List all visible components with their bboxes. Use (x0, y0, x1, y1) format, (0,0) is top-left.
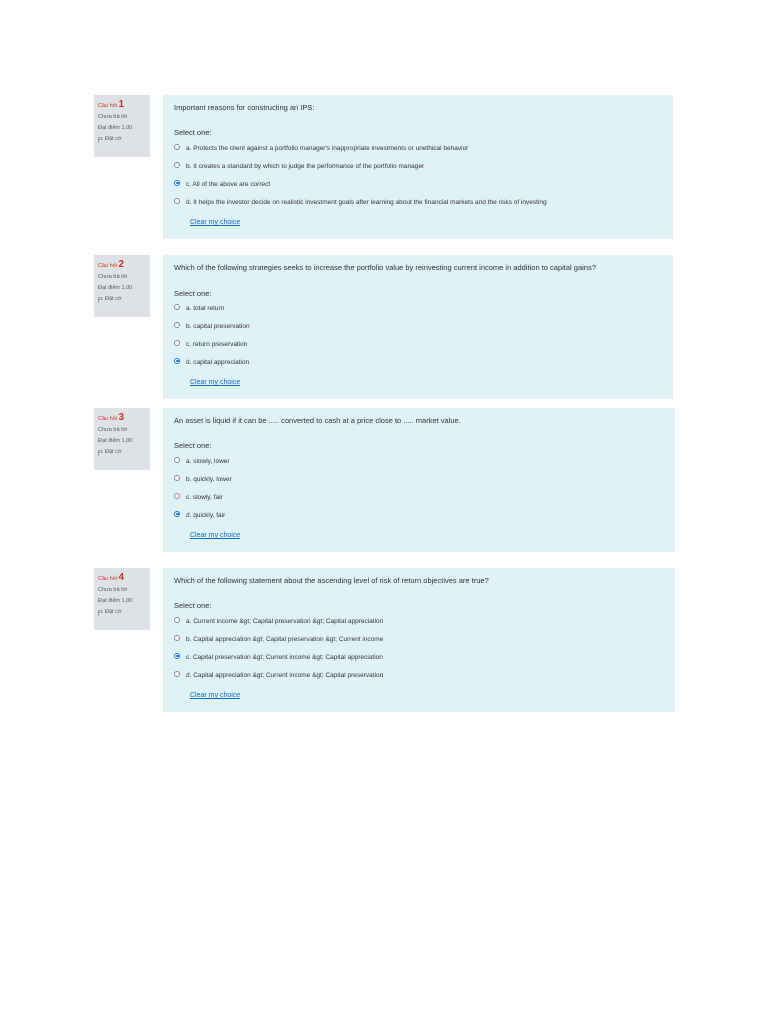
question-info (94, 95, 150, 157)
option-a[interactable] (174, 305, 224, 312)
question-number-prefix: Câu hỏi (98, 416, 117, 422)
option-label: a. Current income &gt; Capital preservation &gt; Capital appreciation (186, 618, 384, 625)
option-b[interactable] (174, 476, 232, 483)
flag-icon (98, 137, 103, 143)
question-number (98, 99, 150, 112)
option-label: a. total return (186, 305, 225, 312)
option-c[interactable] (174, 494, 223, 501)
flag-question-button[interactable] (98, 447, 150, 458)
question-text: Which of the following statement about the ascending level of risk of return objectives are true? (174, 576, 489, 585)
radio-d[interactable] (174, 198, 180, 204)
question-state: Chưa trả lời (98, 587, 128, 593)
option-d[interactable] (174, 359, 249, 366)
radio-d[interactable] (174, 511, 180, 517)
flag-icon (98, 297, 103, 303)
question-number (98, 412, 150, 425)
question-content (163, 408, 675, 552)
question-text: Important reasons for constructing an IPS: (174, 103, 315, 112)
question-grade: Đạt điểm 1,00 (98, 438, 133, 444)
option-b[interactable] (174, 636, 383, 643)
radio-d[interactable] (174, 671, 180, 677)
clear-my-choice-link[interactable]: Clear my choice (190, 219, 241, 226)
question-info (94, 568, 150, 630)
option-d[interactable] (174, 199, 547, 206)
radio-c[interactable] (174, 493, 180, 499)
radio-c[interactable] (174, 340, 180, 346)
select-one-prompt: Select one: (174, 289, 212, 298)
question-number-prefix: Câu hỏi (98, 103, 117, 109)
option-b[interactable] (174, 323, 250, 330)
radio-b[interactable] (174, 162, 180, 168)
flag-question-button[interactable] (98, 134, 150, 145)
question-info (94, 255, 150, 317)
flag-icon (98, 610, 103, 616)
option-label: b. quickly, lower (186, 476, 232, 483)
option-label: b. Capital appreciation &gt; Capital preservation &gt; Current income (186, 636, 384, 643)
option-label: d. Capital appreciation &gt; Current income &gt; Capital preservation (186, 672, 384, 679)
flag-label: Đặt cờ (105, 609, 122, 615)
radio-d[interactable] (174, 358, 180, 364)
question-content (163, 568, 675, 712)
question-number-value: 3 (118, 412, 125, 423)
radio-c[interactable] (174, 180, 180, 186)
radio-a[interactable] (174, 304, 180, 310)
option-b[interactable] (174, 163, 424, 170)
radio-b[interactable] (174, 635, 180, 641)
question-number-value: 2 (118, 259, 125, 270)
flag-question-button[interactable] (98, 607, 150, 618)
question-grade: Đạt điểm 1,00 (98, 598, 133, 604)
question-text: Which of the following strategies seeks to increase the portfolio value by reinvesting current income in addition to capital gains? (174, 263, 596, 272)
option-label: b. It creates a standard by which to judge the performance of the portfolio manager (186, 163, 425, 170)
question-text: An asset is liquid if it can be ..... converted to cash at a price close to ..... market value. (174, 416, 461, 425)
flag-label: Đặt cờ (105, 449, 122, 455)
radio-a[interactable] (174, 144, 180, 150)
option-label: c. slowly, fair (186, 494, 223, 501)
select-one-prompt: Select one: (174, 441, 212, 450)
question-grade: Đạt điểm 1,00 (98, 285, 133, 291)
option-label: c. All of the above are correct (186, 181, 271, 188)
clear-my-choice-link[interactable]: Clear my choice (190, 532, 241, 539)
option-c[interactable] (174, 341, 247, 348)
option-c[interactable] (174, 181, 270, 188)
option-a[interactable] (174, 145, 468, 152)
option-label: c. return preservation (186, 341, 248, 348)
question-number (98, 259, 150, 272)
option-label: a. slowly, lower (186, 458, 230, 465)
question-content (163, 95, 673, 239)
radio-c[interactable] (174, 653, 180, 659)
question-number-prefix: Câu hỏi (98, 576, 117, 582)
question-grade: Đạt điểm 1,00 (98, 125, 133, 131)
radio-a[interactable] (174, 457, 180, 463)
option-c[interactable] (174, 654, 383, 661)
option-label: d. It helps the investor decide on realistic investment goals after learning about the financial markets and the risks of investing (186, 199, 547, 206)
option-label: c. Capital preservation &gt; Current income &gt; Capital appreciation (186, 654, 383, 661)
flag-question-button[interactable] (98, 294, 150, 305)
radio-b[interactable] (174, 475, 180, 481)
clear-my-choice-link[interactable]: Clear my choice (190, 379, 241, 386)
radio-a[interactable] (174, 617, 180, 623)
flag-label: Đặt cờ (105, 136, 122, 142)
question-content (163, 255, 673, 399)
option-a[interactable] (174, 458, 230, 465)
option-d[interactable] (174, 672, 383, 679)
select-one-prompt: Select one: (174, 128, 212, 137)
option-label: d. quickly, fair (186, 512, 226, 519)
option-a[interactable] (174, 618, 383, 625)
question-number (98, 572, 150, 585)
question-info (94, 408, 150, 470)
question-state: Chưa trả lời (98, 274, 128, 280)
radio-b[interactable] (174, 322, 180, 328)
question-state: Chưa trả lời (98, 427, 128, 433)
question-number-value: 1 (118, 99, 125, 110)
question-number-value: 4 (118, 572, 125, 583)
flag-label: Đặt cờ (105, 296, 122, 302)
question-state: Chưa trả lời (98, 114, 128, 120)
select-one-prompt: Select one: (174, 601, 212, 610)
clear-my-choice-link[interactable]: Clear my choice (190, 692, 241, 699)
question-number-prefix: Câu hỏi (98, 263, 117, 269)
option-d[interactable] (174, 512, 225, 519)
option-label: d. capital appreciation (186, 359, 250, 366)
flag-icon (98, 450, 103, 456)
option-label: b. capital preservation (186, 323, 250, 330)
option-label: a. Protects the client against a portfolio manager's inappropriate investments or unethical behavior (186, 145, 469, 152)
